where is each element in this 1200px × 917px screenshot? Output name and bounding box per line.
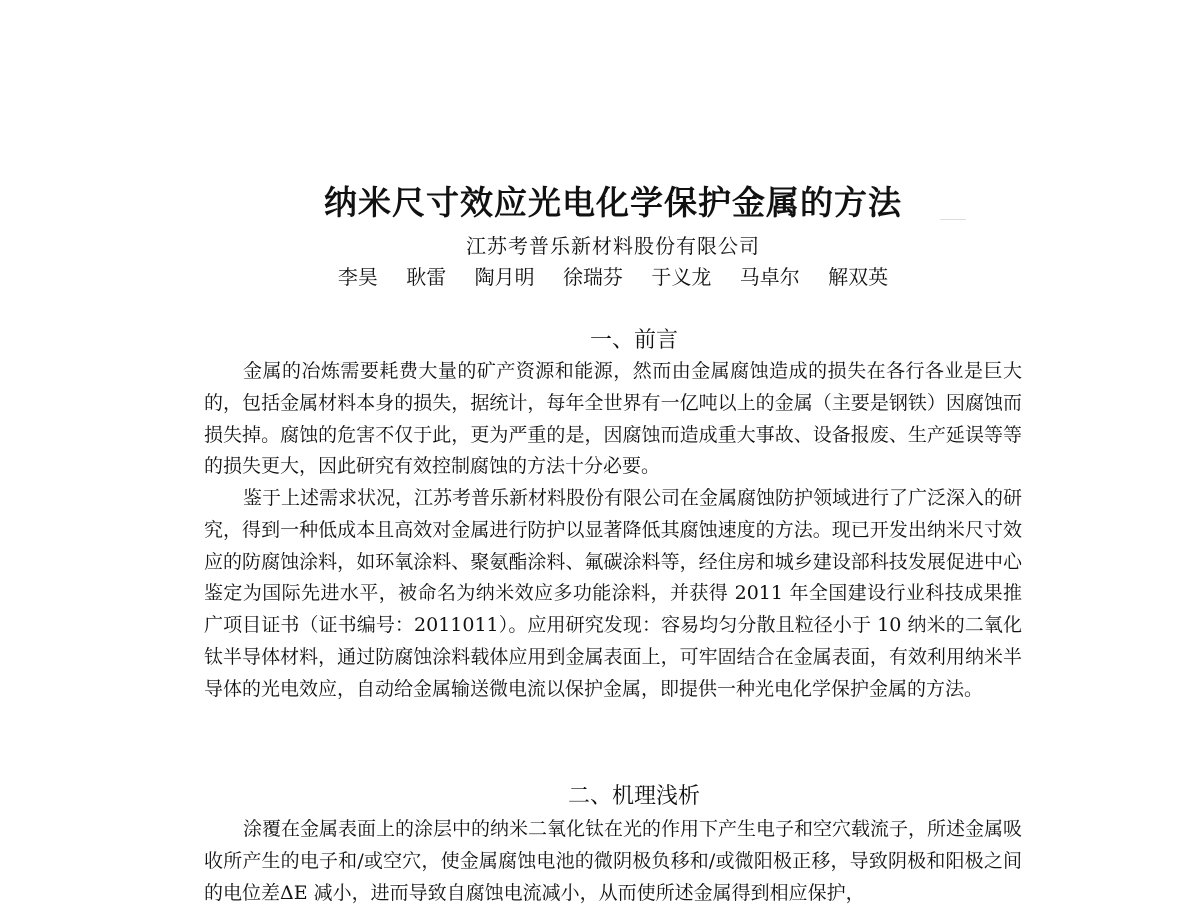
paragraph-introduction-1: 金属的冶炼需要耗费大量的矿产资源和能源，然而由金属腐蚀造成的损失在各行各业是巨大的，包括金属材料本身的损失，据统计，每年全世界有一亿吨以上的金属（主要是钢铁）因腐蚀而损失掉。腐蚀的危害不仅于此，更为严重的是，因腐蚀而造成重大事故、设备报废、生产延误等等的损失更大，因此研究有效控制腐蚀的方法十分必要。 xyxy=(204,360,1022,478)
scan-artifact-line xyxy=(940,219,966,220)
author-name: 徐瑞芬 xyxy=(563,265,623,289)
author-name: 于义龙 xyxy=(651,265,712,289)
organization-name: 江苏考普乐新材料股份有限公司 xyxy=(466,234,760,258)
author-name: 陶月明 xyxy=(474,265,535,289)
section-heading-introduction: 一、前言 xyxy=(589,328,678,353)
paragraph-mechanism-1: 涂覆在金属表面上的涂层中的纳米二氧化钛在光的作用下产生电子和空穴载流子，所述金属吸收所产生的电子和/或空穴，使金属腐蚀电池的微阴极负移和/或微阳极正移，导致阴极和阳极之间的电位差ΔE 减小，进而导致自腐蚀电流减小，从而使所述金属得到相应保护， xyxy=(204,818,1023,904)
section-heading-mechanism: 二、机理浅析 xyxy=(567,784,700,809)
author-name: 马卓尔 xyxy=(739,265,800,289)
paragraph-introduction-2: 鉴于上述需求状况，江苏考普乐新材料股份有限公司在金属腐蚀防护领域进行了广泛深入的研究，得到一种低成本且高效对金属进行防护以显著降低其腐蚀速度的方法。现已开发出纳米尺寸效应的防腐蚀涂料，如环氧涂料、聚氨酯涂料、氟碳涂料等，经住房和城乡建设部科技发展促进中心鉴定为国际先进水平，被命名为纳米效应多功能涂料，并获得 2011 年全国建设行业科技成果推广项目证书（证书编号：2011011）。应用研究发现：容易均匀分散且粒径小于 10 纳米的二氧化钛半导体材料，通过防腐蚀涂料载体应用到金属表面上，可牢固结合在金属表面，有效利用纳米半导体的光电效应，自动给金属输送微电流以保护金属，即提供一种光电化学保护金属的方法。 xyxy=(204,487,1023,700)
author-list xyxy=(0,262,1200,292)
author-name: 解双英 xyxy=(828,265,889,289)
document-title: 纳米尺寸效应光电化学保护金属的方法 xyxy=(324,183,902,222)
author-name: 耿雷 xyxy=(406,265,447,289)
author-name: 李昊 xyxy=(337,265,378,289)
